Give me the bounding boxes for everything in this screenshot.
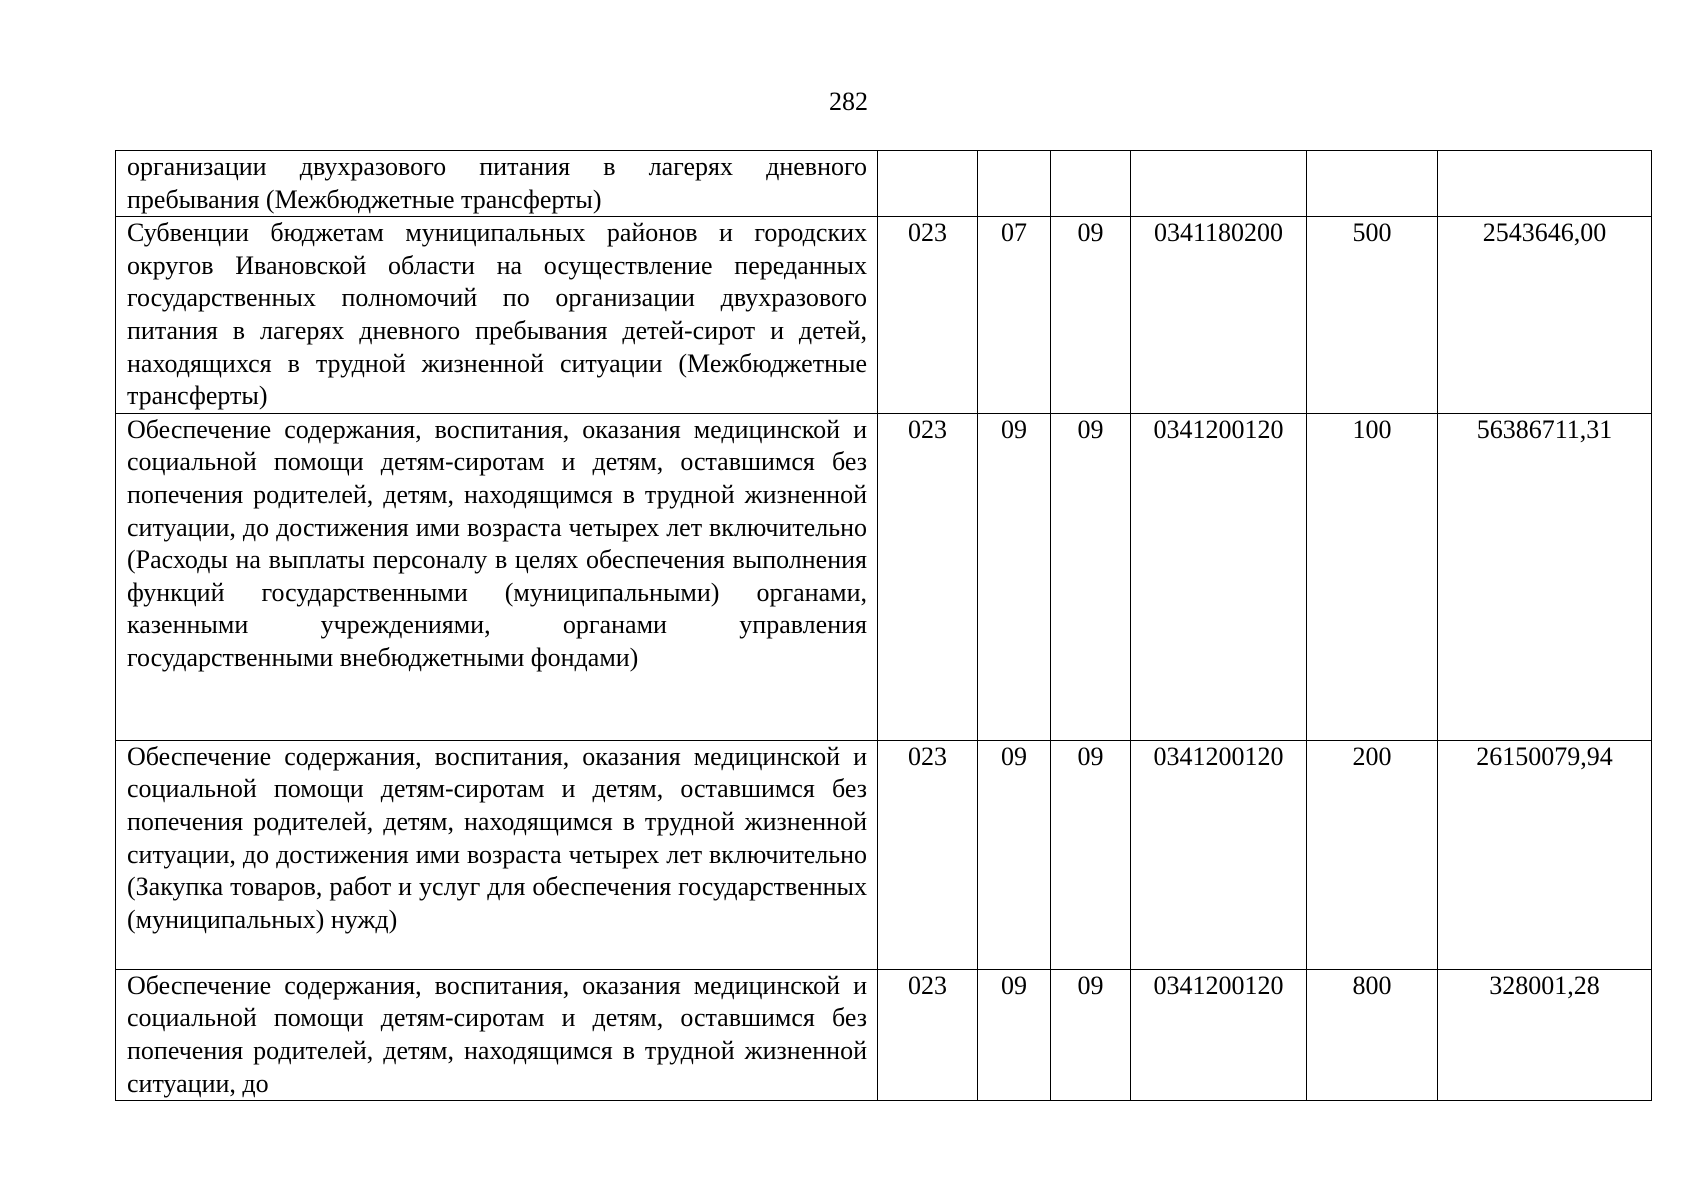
table-row <box>116 217 1652 414</box>
page-number: 282 <box>829 87 868 116</box>
ved-code-cell: 023 <box>878 413 978 740</box>
target-article-code-cell: 0341200120 <box>1131 413 1307 740</box>
ved-code-cell: 023 <box>878 969 978 1100</box>
expense-type-code-cell: 200 <box>1307 740 1438 969</box>
subsection-code-cell: 09 <box>1051 740 1131 969</box>
budget-table <box>115 150 1652 1101</box>
target-article-code-cell: 0341200120 <box>1131 969 1307 1100</box>
section-code-cell: 07 <box>978 217 1051 414</box>
target-article-code-cell: 0341200120 <box>1131 740 1307 969</box>
section-code-cell: 09 <box>978 969 1051 1100</box>
subsection-code-cell: 09 <box>1051 413 1131 740</box>
subsection-code-cell <box>1051 151 1131 217</box>
table-row <box>116 151 1652 217</box>
row-description: организации двухразового питания в лагерях дневного пребывания (Межбюджетные трансферты) <box>116 151 878 217</box>
ved-code-cell: 023 <box>878 740 978 969</box>
amount-cell: 56386711,31 <box>1438 413 1652 740</box>
amount-cell: 26150079,94 <box>1438 740 1652 969</box>
target-article-code-cell <box>1131 151 1307 217</box>
ved-code-cell <box>878 151 978 217</box>
expense-type-code-cell: 500 <box>1307 217 1438 414</box>
section-code-cell: 09 <box>978 740 1051 969</box>
row-description: Субвенции бюджетам муниципальных районов и городских округов Ивановской области на осуществление переданных государственных полномочий по организации двухразового питания в лагерях дневного пребывания детей-сирот и детей, находящихся в трудной жизненной ситуации (Межбюджетные трансферты) <box>116 217 878 414</box>
amount-cell <box>1438 151 1652 217</box>
expense-type-code-cell: 800 <box>1307 969 1438 1100</box>
amount-cell: 328001,28 <box>1438 969 1652 1100</box>
row-description: Обеспечение содержания, воспитания, оказания медицинской и социальной помощи детям-сиротам и детям, оставшимся без попечения родителей, детям, находящимся в трудной жизненной ситуации, до достижения ими возраста четырех лет включительно (Закупка товаров, работ и услуг для обеспечения государственных (муниципальных) нужд) <box>116 740 878 969</box>
amount-cell: 2543646,00 <box>1438 217 1652 414</box>
subsection-code-cell: 09 <box>1051 969 1131 1100</box>
ved-code-cell: 023 <box>878 217 978 414</box>
expense-type-code-cell: 100 <box>1307 413 1438 740</box>
section-code-cell: 09 <box>978 413 1051 740</box>
row-description: Обеспечение содержания, воспитания, оказания медицинской и социальной помощи детям-сиротам и детям, оставшимся без попечения родителей, детям, находящимся в трудной жизненной ситуации, до <box>116 969 878 1100</box>
row-description: Обеспечение содержания, воспитания, оказания медицинской и социальной помощи детям-сиротам и детям, оставшимся без попечения родителей, детям, находящимся в трудной жизненной ситуации, до достижения ими возраста четырех лет включительно (Расходы на выплаты персоналу в целях обеспечения выполнения функций государственными (муниципальными) органами, казенными учреждениями, органами управления государственными внебюджетными фондами) <box>116 413 878 740</box>
subsection-code-cell: 09 <box>1051 217 1131 414</box>
table-row <box>116 413 1652 740</box>
table-row <box>116 969 1652 1100</box>
table-row <box>116 740 1652 969</box>
expense-type-code-cell <box>1307 151 1438 217</box>
target-article-code-cell: 0341180200 <box>1131 217 1307 414</box>
section-code-cell <box>978 151 1051 217</box>
